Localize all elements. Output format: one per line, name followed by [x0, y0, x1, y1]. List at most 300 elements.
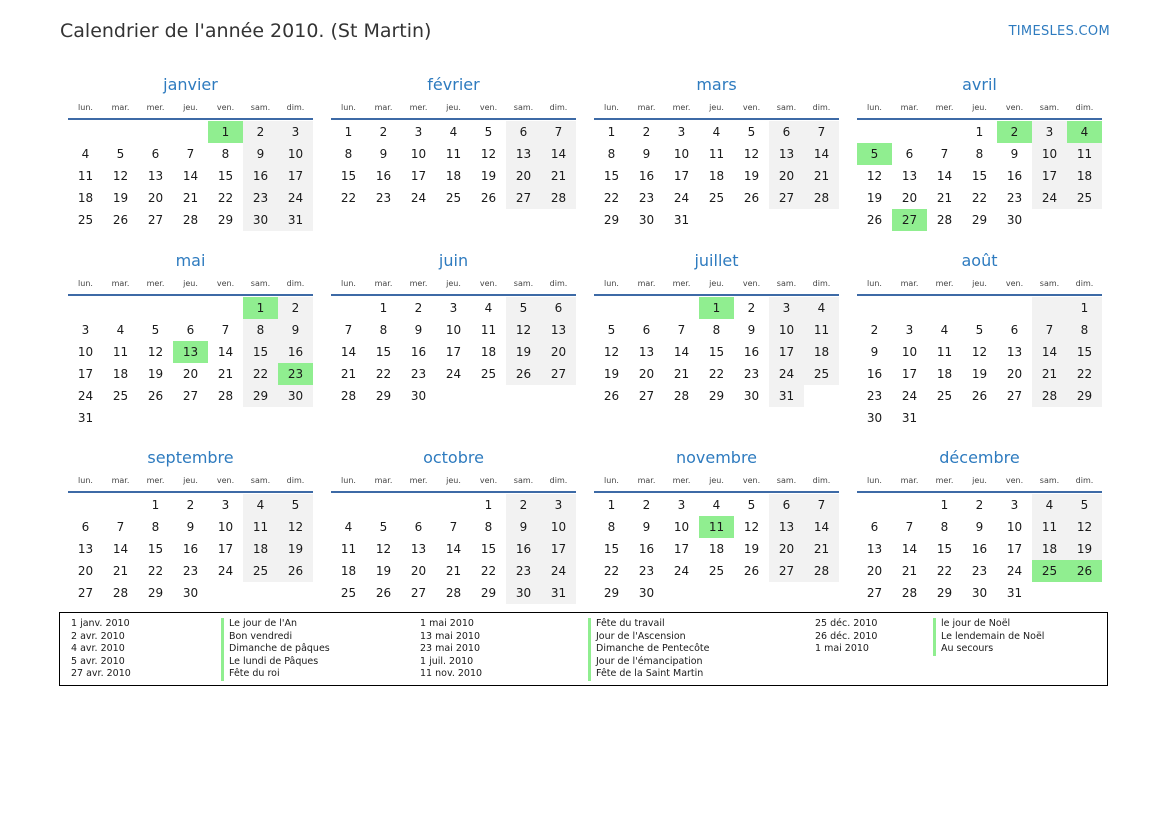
weekday-label: mer.	[409, 476, 428, 485]
day-cell: 23	[410, 367, 427, 381]
holiday-name: le jour de Noël	[933, 618, 1044, 631]
day-cell: 16	[866, 367, 883, 381]
day-cell: 6	[769, 494, 804, 516]
blank-cell	[208, 297, 243, 319]
day-cell: 28	[112, 586, 129, 600]
weekday-header	[331, 97, 576, 118]
day-cell: 29	[603, 213, 620, 227]
day-cell: 29	[603, 586, 620, 600]
day-cell: 23	[971, 564, 988, 578]
holiday-name: Jour de l'Ascension	[588, 631, 710, 644]
day-cell: 3	[677, 125, 686, 139]
day-cell: 9	[243, 143, 278, 165]
day-cell: 1	[379, 301, 388, 315]
day-cell: 25	[112, 389, 129, 403]
day-cell: 18	[1032, 538, 1067, 560]
month-calendar	[594, 248, 839, 445]
day-cell: 21	[217, 367, 234, 381]
day-cell: 25	[480, 367, 497, 381]
day-cell: 25	[445, 191, 462, 205]
day-cell: 29	[971, 213, 988, 227]
day-cell: 30	[971, 586, 988, 600]
holiday-day-cell: 1	[243, 297, 278, 319]
weekday-label: mer.	[146, 476, 165, 485]
day-cell: 9	[278, 319, 313, 341]
day-cell: 24	[901, 389, 918, 403]
day-cell: 28	[541, 187, 576, 209]
day-cell: 22	[1067, 363, 1102, 385]
day-cell: 5	[379, 520, 388, 534]
month-calendar	[68, 72, 313, 248]
day-cell: 31	[278, 209, 313, 231]
holiday-name: Au secours	[933, 643, 1044, 656]
day-cell: 26	[603, 389, 620, 403]
day-cell: 1	[1067, 297, 1102, 319]
day-cell: 4	[243, 494, 278, 516]
holiday-name: Bon vendredi	[221, 631, 330, 644]
day-cell: 26	[866, 213, 883, 227]
day-cell: 14	[804, 516, 839, 538]
weekday-label: sam.	[776, 279, 797, 288]
day-cell: 19	[866, 191, 883, 205]
day-cell: 14	[182, 169, 199, 183]
day-cell: 12	[1067, 516, 1102, 538]
holiday-date: 1 mai 2010	[815, 643, 869, 654]
weekday-label: dim.	[1075, 279, 1094, 288]
weekday-label: ven.	[1005, 103, 1024, 112]
day-cell: 24	[77, 389, 94, 403]
day-cell: 2	[975, 498, 984, 512]
blank-cell	[138, 121, 173, 143]
weekday-label: mar.	[111, 103, 130, 112]
day-cell: 20	[901, 191, 918, 205]
day-cell: 7	[344, 323, 353, 337]
day-cell: 19	[278, 538, 313, 560]
month-calendar	[331, 445, 576, 607]
weekday-label: mer.	[672, 476, 691, 485]
day-cell: 8	[940, 520, 949, 534]
day-cell: 24	[1032, 187, 1067, 209]
holiday-name: Dimanche de pâques	[221, 643, 330, 656]
blank-cell	[68, 121, 103, 143]
day-cell: 6	[905, 147, 914, 161]
day-cell: 5	[278, 494, 313, 516]
day-cell: 6	[769, 121, 804, 143]
day-cell: 3	[449, 301, 458, 315]
day-cell: 2	[414, 301, 423, 315]
day-cell: 12	[971, 345, 988, 359]
day-cell: 28	[182, 213, 199, 227]
day-cell: 6	[151, 147, 160, 161]
day-grid	[594, 296, 839, 407]
holiday-day-cell: 1	[208, 121, 243, 143]
day-cell: 6	[642, 323, 651, 337]
day-cell: 4	[712, 125, 721, 139]
day-cell: 9	[642, 520, 651, 534]
day-cell: 10	[1006, 520, 1023, 534]
day-cell: 13	[410, 542, 427, 556]
day-cell: 11	[1067, 143, 1102, 165]
blank-cell	[173, 121, 208, 143]
month-title: janvier	[163, 75, 218, 94]
weekday-label: jeu.	[972, 279, 987, 288]
day-cell: 6	[506, 121, 541, 143]
holiday-day-cell: 27	[892, 209, 927, 231]
day-cell: 6	[1010, 323, 1019, 337]
day-cell: 13	[769, 516, 804, 538]
weekday-header	[857, 470, 1102, 491]
day-grid	[68, 296, 313, 429]
day-cell: 18	[243, 538, 278, 560]
day-cell: 2	[870, 323, 879, 337]
day-cell: 15	[603, 169, 620, 183]
month-calendar	[331, 72, 576, 248]
day-cell: 7	[1032, 319, 1067, 341]
day-cell: 5	[151, 323, 160, 337]
day-cell: 10	[541, 516, 576, 538]
holiday-name: Le jour de l'An	[221, 618, 330, 631]
blank-cell	[173, 297, 208, 319]
day-cell: 20	[147, 191, 164, 205]
blank-cell	[629, 297, 664, 319]
month-calendar	[857, 445, 1102, 607]
day-cell: 24	[278, 187, 313, 209]
holiday-day-cell: 2	[997, 121, 1032, 143]
day-cell: 8	[1067, 319, 1102, 341]
day-cell: 18	[480, 345, 497, 359]
day-cell: 13	[901, 169, 918, 183]
day-cell: 31	[1006, 586, 1023, 600]
day-cell: 9	[506, 516, 541, 538]
day-cell: 12	[743, 520, 760, 534]
day-cell: 8	[221, 147, 230, 161]
day-cell: 10	[901, 345, 918, 359]
day-cell: 18	[445, 169, 462, 183]
day-cell: 5	[747, 498, 756, 512]
day-cell: 17	[541, 538, 576, 560]
day-cell: 2	[506, 494, 541, 516]
day-cell: 25	[243, 560, 278, 582]
weekday-label: lun.	[604, 476, 619, 485]
weekday-label: jeu.	[709, 279, 724, 288]
weekday-label: dim.	[1075, 103, 1094, 112]
month-calendar	[331, 248, 576, 445]
day-cell: 30	[866, 411, 883, 425]
day-cell: 25	[1067, 187, 1102, 209]
day-cell: 7	[804, 494, 839, 516]
day-cell: 26	[480, 191, 497, 205]
day-cell: 14	[340, 345, 357, 359]
weekday-label: lun.	[341, 103, 356, 112]
day-cell: 10	[445, 323, 462, 337]
weekday-label: jeu.	[446, 476, 461, 485]
day-cell: 27	[541, 363, 576, 385]
day-cell: 3	[905, 323, 914, 337]
day-cell: 1	[344, 125, 353, 139]
day-cell: 17	[445, 345, 462, 359]
blank-cell	[857, 121, 892, 143]
day-cell: 7	[940, 147, 949, 161]
day-cell: 27	[147, 213, 164, 227]
weekday-label: mar.	[374, 279, 393, 288]
day-cell: 14	[541, 143, 576, 165]
day-cell: 9	[747, 323, 756, 337]
holiday-name: Fête du travail	[588, 618, 710, 631]
day-cell: 3	[541, 494, 576, 516]
day-cell: 2	[642, 125, 651, 139]
day-cell: 20	[638, 367, 655, 381]
day-cell: 4	[940, 323, 949, 337]
day-cell: 6	[870, 520, 879, 534]
day-cell: 16	[638, 542, 655, 556]
holiday-date: 27 avr. 2010	[71, 668, 131, 679]
holiday-legend	[59, 612, 1108, 686]
weekday-header	[594, 470, 839, 491]
weekday-label: mar.	[900, 476, 919, 485]
month-calendar	[857, 248, 1102, 445]
blank-cell	[892, 121, 927, 143]
month-title: juillet	[694, 251, 739, 270]
day-cell: 3	[414, 125, 423, 139]
day-cell: 11	[936, 345, 953, 359]
day-cell: 24	[673, 564, 690, 578]
day-cell: 9	[642, 147, 651, 161]
day-cell: 14	[901, 542, 918, 556]
day-cell: 17	[673, 542, 690, 556]
day-cell: 5	[747, 125, 756, 139]
day-cell: 11	[708, 147, 725, 161]
day-cell: 22	[243, 363, 278, 385]
day-grid	[331, 493, 576, 604]
weekday-label: dim.	[812, 103, 831, 112]
weekday-header	[68, 97, 313, 118]
day-cell: 1	[151, 498, 160, 512]
day-cell: 16	[638, 169, 655, 183]
blank-cell	[68, 494, 103, 516]
day-cell: 4	[712, 498, 721, 512]
weekday-label: jeu.	[183, 103, 198, 112]
weekday-label: mar.	[637, 476, 656, 485]
holiday-name: Fête de la Saint Martin	[588, 668, 710, 681]
day-cell: 26	[147, 389, 164, 403]
weekday-label: lun.	[867, 476, 882, 485]
day-cell: 4	[1032, 494, 1067, 516]
day-cell: 10	[77, 345, 94, 359]
day-cell: 28	[936, 213, 953, 227]
day-cell: 15	[936, 542, 953, 556]
day-cell: 23	[243, 187, 278, 209]
weekday-label: mar.	[111, 279, 130, 288]
day-cell: 26	[506, 363, 541, 385]
day-cell: 18	[708, 542, 725, 556]
day-cell: 4	[81, 147, 90, 161]
page-title: Calendrier de l'année 2010. (St Martin)	[60, 20, 432, 42]
day-cell: 11	[480, 323, 497, 337]
day-cell: 28	[901, 586, 918, 600]
weekday-label: sam.	[513, 279, 534, 288]
day-cell: 8	[607, 147, 616, 161]
day-cell: 26	[971, 389, 988, 403]
day-cell: 8	[243, 319, 278, 341]
weekday-header	[857, 97, 1102, 118]
day-cell: 13	[506, 143, 541, 165]
holiday-name: Jour de l'émancipation	[588, 656, 710, 669]
holiday-day-cell: 4	[1067, 121, 1102, 143]
day-cell: 14	[1032, 341, 1067, 363]
weekday-label: dim.	[286, 476, 305, 485]
day-cell: 7	[221, 323, 230, 337]
day-cell: 22	[480, 564, 497, 578]
weekday-label: jeu.	[183, 279, 198, 288]
day-cell: 25	[936, 389, 953, 403]
day-cell: 3	[81, 323, 90, 337]
weekday-label: ven.	[216, 476, 235, 485]
day-cell: 17	[217, 542, 234, 556]
weekday-label: sam.	[1039, 476, 1060, 485]
month-title: décembre	[939, 448, 1020, 467]
month-calendar	[68, 248, 313, 445]
day-cell: 7	[905, 520, 914, 534]
day-grid	[857, 296, 1102, 429]
day-cell: 23	[743, 367, 760, 381]
day-cell: 22	[936, 564, 953, 578]
day-cell: 30	[743, 389, 760, 403]
day-cell: 5	[1067, 494, 1102, 516]
weekday-label: mer.	[146, 103, 165, 112]
blank-cell	[103, 494, 138, 516]
holiday-date: 23 mai 2010	[420, 643, 481, 654]
weekday-label: mer.	[409, 103, 428, 112]
day-cell: 3	[677, 498, 686, 512]
blank-cell	[892, 494, 927, 516]
weekday-label: mer.	[935, 103, 954, 112]
holiday-day-cell: 1	[699, 297, 734, 319]
holiday-day-cell: 26	[1067, 560, 1102, 582]
weekday-label: sam.	[776, 476, 797, 485]
day-cell: 27	[410, 586, 427, 600]
weekday-label: mar.	[637, 279, 656, 288]
day-cell: 21	[804, 165, 839, 187]
blank-cell	[138, 297, 173, 319]
day-cell: 23	[182, 564, 199, 578]
month-title: avril	[962, 75, 997, 94]
day-cell: 19	[603, 367, 620, 381]
day-cell: 8	[975, 147, 984, 161]
day-cell: 29	[147, 586, 164, 600]
day-cell: 12	[743, 147, 760, 161]
weekday-header	[594, 97, 839, 118]
day-cell: 20	[866, 564, 883, 578]
day-cell: 2	[243, 121, 278, 143]
day-cell: 27	[769, 187, 804, 209]
day-cell: 15	[971, 169, 988, 183]
day-cell: 29	[217, 213, 234, 227]
month-title: octobre	[423, 448, 484, 467]
holiday-names-column	[588, 618, 710, 681]
holiday-day-cell: 5	[857, 143, 892, 165]
day-cell: 17	[769, 341, 804, 363]
day-cell: 31	[541, 582, 576, 604]
weekday-label: ven.	[1005, 279, 1024, 288]
day-cell: 2	[642, 498, 651, 512]
day-cell: 16	[1006, 169, 1023, 183]
day-cell: 27	[1006, 389, 1023, 403]
day-cell: 29	[936, 586, 953, 600]
day-cell: 23	[866, 389, 883, 403]
day-cell: 28	[673, 389, 690, 403]
day-cell: 26	[375, 586, 392, 600]
day-cell: 15	[375, 345, 392, 359]
day-cell: 10	[673, 520, 690, 534]
day-cell: 15	[147, 542, 164, 556]
day-cell: 27	[182, 389, 199, 403]
brand-link[interactable]: TIMESLES.COM	[1008, 24, 1110, 39]
day-cell: 22	[603, 191, 620, 205]
day-cell: 11	[112, 345, 129, 359]
day-cell: 3	[1010, 498, 1019, 512]
weekday-label: lun.	[78, 476, 93, 485]
holiday-dates-column	[71, 618, 131, 681]
day-cell: 3	[221, 498, 230, 512]
day-cell: 5	[506, 297, 541, 319]
day-cell: 24	[410, 191, 427, 205]
day-grid	[594, 120, 839, 231]
day-grid	[68, 120, 313, 231]
day-cell: 25	[340, 586, 357, 600]
blank-cell	[594, 297, 629, 319]
day-cell: 11	[1032, 516, 1067, 538]
day-cell: 12	[866, 169, 883, 183]
day-cell: 21	[936, 191, 953, 205]
day-cell: 12	[278, 516, 313, 538]
day-cell: 20	[410, 564, 427, 578]
weekday-label: lun.	[604, 103, 619, 112]
day-grid	[331, 296, 576, 407]
day-cell: 25	[77, 213, 94, 227]
day-cell: 7	[804, 121, 839, 143]
day-cell: 31	[77, 411, 94, 425]
day-cell: 30	[1006, 213, 1023, 227]
day-cell: 23	[1006, 191, 1023, 205]
day-cell: 14	[217, 345, 234, 359]
holiday-day-cell: 25	[1032, 560, 1067, 582]
weekday-label: ven.	[1005, 476, 1024, 485]
day-cell: 20	[769, 165, 804, 187]
day-cell: 27	[866, 586, 883, 600]
day-cell: 30	[278, 385, 313, 407]
weekday-label: jeu.	[709, 103, 724, 112]
day-cell: 11	[804, 319, 839, 341]
day-cell: 13	[1006, 345, 1023, 359]
blank-cell	[366, 494, 401, 516]
weekday-label: mar.	[900, 279, 919, 288]
weekday-label: sam.	[250, 279, 271, 288]
weekday-label: mar.	[900, 103, 919, 112]
blank-cell	[857, 494, 892, 516]
month-title: septembre	[147, 448, 234, 467]
day-cell: 20	[182, 367, 199, 381]
day-cell: 11	[77, 169, 94, 183]
day-cell: 1	[607, 125, 616, 139]
weekday-header	[594, 273, 839, 294]
day-cell: 15	[603, 542, 620, 556]
day-cell: 18	[804, 341, 839, 363]
day-cell: 17	[1032, 165, 1067, 187]
weekday-label: ven.	[742, 476, 761, 485]
day-cell: 8	[607, 520, 616, 534]
weekday-label: jeu.	[972, 476, 987, 485]
day-cell: 26	[743, 564, 760, 578]
